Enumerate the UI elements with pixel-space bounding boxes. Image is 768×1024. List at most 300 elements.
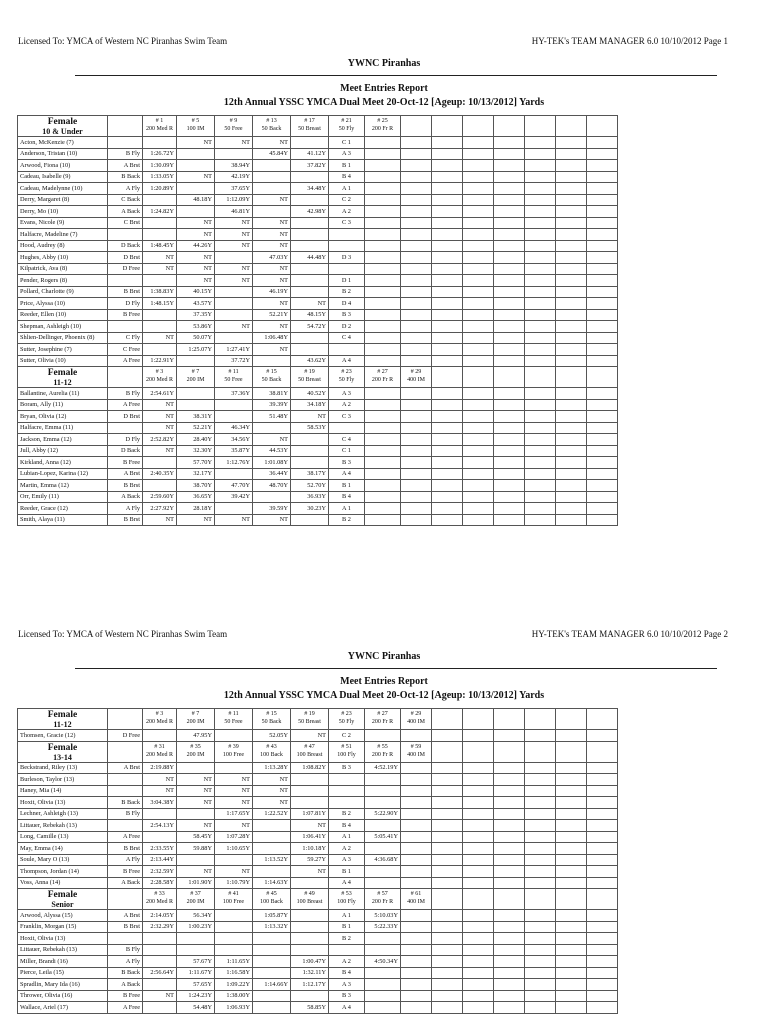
swimmer-name: Anderson, Tristan (10)	[18, 148, 108, 160]
entry-time: NT	[291, 298, 329, 310]
entry-time: 54.72Y	[291, 321, 329, 333]
event-header-cell	[143, 116, 177, 137]
entry-time	[143, 979, 177, 991]
swimmer-row	[18, 944, 618, 956]
medley-relay-leg: D Brst	[108, 411, 143, 423]
event-header-cell	[253, 116, 291, 137]
empty-cell	[587, 116, 618, 137]
meet-title: 12th Annual YSSC YMCA Dual Meet 20-Oct-12 [Ageup: 10/13/2012] Yards	[223, 97, 545, 108]
entry-time: A 1	[329, 183, 365, 195]
entry-time: 47.03Y	[253, 252, 291, 264]
empty-cell	[463, 956, 494, 968]
empty-cell	[463, 457, 494, 469]
entry-time: 47.95Y	[177, 730, 215, 742]
event-header-cell	[143, 889, 177, 910]
swimmer-name: Lechner, Ashleigh (13)	[18, 808, 108, 820]
entry-time: B 2	[329, 286, 365, 298]
entry-time: 1:22.91Y	[143, 355, 177, 367]
medley-relay-leg: C Fly	[108, 332, 143, 344]
swimmer-name: Pierce, Leila (15)	[18, 967, 108, 979]
medley-relay-leg: B Brst	[108, 480, 143, 492]
empty-cell	[463, 263, 494, 275]
empty-cell	[525, 889, 556, 910]
entry-time: A 2	[329, 399, 365, 411]
empty-cell	[587, 206, 618, 218]
empty-cell	[556, 944, 587, 956]
empty-cell	[587, 491, 618, 503]
entry-time	[365, 399, 401, 411]
swimmer-row	[18, 434, 618, 446]
empty-cell	[463, 252, 494, 264]
entry-time	[365, 206, 401, 218]
group-header-row	[18, 709, 618, 730]
empty-cell	[494, 1002, 525, 1014]
medley-relay-leg: D Free	[108, 263, 143, 275]
entry-time	[177, 808, 215, 820]
entry-time: NT	[177, 137, 215, 149]
empty-cell	[494, 388, 525, 400]
medley-relay-leg: B Free	[108, 990, 143, 1002]
empty-cell	[525, 445, 556, 457]
empty-cell	[587, 831, 618, 843]
event-header-cell	[143, 741, 177, 762]
entry-time	[177, 933, 215, 945]
swimmer-row	[18, 422, 618, 434]
empty-cell	[525, 480, 556, 492]
event-number: # 1	[155, 118, 164, 124]
event-number: # 27	[377, 711, 388, 717]
empty-cell	[556, 229, 587, 241]
empty-cell	[463, 137, 494, 149]
event-label: 100 IM	[186, 126, 205, 132]
entry-time: 34.56Y	[215, 434, 253, 446]
swimmer-row	[18, 491, 618, 503]
entry-time	[365, 298, 401, 310]
entry-time: 1:48.15Y	[143, 298, 177, 310]
entry-time	[253, 355, 291, 367]
entry-time	[253, 820, 291, 832]
entry-time	[365, 229, 401, 241]
event-header-cell	[177, 116, 215, 137]
medley-relay-leg: A Free	[108, 1002, 143, 1014]
empty-cell	[463, 491, 494, 503]
entry-time: NT	[253, 774, 291, 786]
entry-time	[177, 388, 215, 400]
swimmer-row	[18, 967, 618, 979]
entry-time: 44.26Y	[177, 240, 215, 252]
entry-time	[365, 785, 401, 797]
empty-cell	[587, 921, 618, 933]
entry-time	[365, 355, 401, 367]
empty-cell	[525, 979, 556, 991]
event-label: 100 Back	[260, 899, 283, 905]
entry-time: 1:10.65Y	[215, 843, 253, 855]
entry-time	[365, 933, 401, 945]
report-page-2	[0, 512, 768, 1024]
entry-time: 2:40.35Y	[143, 468, 177, 480]
entry-time: C 3	[329, 217, 365, 229]
empty-cell	[587, 762, 618, 774]
empty-cell	[525, 820, 556, 832]
empty-cell	[525, 730, 556, 742]
entry-time: B 1	[329, 160, 365, 172]
empty-cell	[556, 422, 587, 434]
medley-relay-leg: D Fly	[108, 298, 143, 310]
entry-time: A 4	[329, 1002, 365, 1014]
empty-cell	[432, 491, 463, 503]
entry-time	[215, 148, 253, 160]
empty-cell	[463, 866, 494, 878]
swimmer-name: Cadeau, Isabelle (9)	[18, 171, 108, 183]
empty-cell	[525, 741, 556, 762]
empty-cell	[432, 820, 463, 832]
swimmer-name: Thrower, Olivia (16)	[18, 990, 108, 1002]
entry-time: NT	[215, 240, 253, 252]
entry-time: 57.67Y	[177, 956, 215, 968]
entry-time: 1:26.72Y	[143, 148, 177, 160]
swimmer-row	[18, 480, 618, 492]
medley-relay-leg: B Free	[108, 866, 143, 878]
entry-time	[365, 967, 401, 979]
swimmer-name: Burleson, Taylor (13)	[18, 774, 108, 786]
empty-cell	[525, 910, 556, 922]
entry-time: 46.34Y	[215, 422, 253, 434]
group-header-row	[18, 889, 618, 910]
entry-time	[215, 762, 253, 774]
empty-cell	[401, 866, 432, 878]
entry-time	[365, 309, 401, 321]
entry-time: NT	[177, 785, 215, 797]
entry-time	[215, 944, 253, 956]
entry-time: 1:20.89Y	[143, 183, 177, 195]
empty-cell	[494, 967, 525, 979]
empty-cell	[556, 286, 587, 298]
medley-relay-leg: A Fly	[108, 183, 143, 195]
entry-time: NT	[143, 263, 177, 275]
entry-time: 1:32.11Y	[291, 967, 329, 979]
swimmer-row	[18, 229, 618, 241]
empty-cell	[587, 217, 618, 229]
empty-cell	[587, 286, 618, 298]
entry-time	[365, 1002, 401, 1014]
entry-time: 42.19Y	[215, 171, 253, 183]
event-label: 50 Breast	[298, 126, 321, 132]
entry-time: NT	[177, 217, 215, 229]
empty-cell	[556, 877, 587, 889]
entry-time: 4:52.19Y	[365, 762, 401, 774]
entry-time	[253, 160, 291, 172]
entry-time	[329, 944, 365, 956]
empty-cell	[463, 411, 494, 423]
empty-cell	[556, 411, 587, 423]
empty-cell	[494, 206, 525, 218]
medley-relay-leg: D Back	[108, 240, 143, 252]
empty-cell	[525, 355, 556, 367]
entry-time	[143, 730, 177, 742]
swimmer-row	[18, 785, 618, 797]
entry-time: 36.93Y	[291, 491, 329, 503]
entry-time	[215, 298, 253, 310]
empty-cell	[401, 843, 432, 855]
empty-cell	[587, 263, 618, 275]
entry-time	[253, 1002, 291, 1014]
entry-time: 2:14.05Y	[143, 910, 177, 922]
empty-cell	[432, 321, 463, 333]
event-label: 50 Free	[224, 126, 243, 132]
empty-cell	[463, 148, 494, 160]
empty-cell	[587, 422, 618, 434]
entry-time: NT	[143, 774, 177, 786]
empty-cell	[401, 956, 432, 968]
entry-time: 37.82Y	[291, 160, 329, 172]
entry-time	[253, 491, 291, 503]
empty-cell	[432, 854, 463, 866]
entry-time: NT	[143, 399, 177, 411]
entry-time	[143, 275, 177, 287]
empty-cell	[463, 240, 494, 252]
event-number: # 29	[410, 369, 422, 375]
empty-cell	[432, 332, 463, 344]
medley-relay-leg	[108, 275, 143, 287]
swimmer-row	[18, 332, 618, 344]
entry-time: B 2	[329, 933, 365, 945]
empty-cell	[525, 183, 556, 195]
swimmer-name: Soule, Mary O (13)	[18, 854, 108, 866]
entry-time: 46.81Y	[215, 206, 253, 218]
swimmer-name: Kilpatrick, Ava (8)	[18, 263, 108, 275]
entry-time	[253, 990, 291, 1002]
entries-table	[17, 708, 618, 1014]
event-header-cell	[401, 709, 432, 730]
empty-cell	[525, 194, 556, 206]
empty-cell	[587, 388, 618, 400]
swimmer-name: Thompson, Jordan (14)	[18, 866, 108, 878]
empty-cell	[494, 491, 525, 503]
empty-cell	[432, 344, 463, 356]
event-number: # 23	[341, 369, 352, 375]
empty-cell	[556, 468, 587, 480]
empty-cell	[401, 1002, 432, 1014]
empty-cell	[401, 206, 432, 218]
empty-cell	[587, 457, 618, 469]
entry-time: 40.52Y	[291, 388, 329, 400]
entry-time: 1:09.22Y	[215, 979, 253, 991]
medley-relay-leg: A Brst	[108, 160, 143, 172]
event-number: # 27	[377, 369, 388, 375]
empty-cell	[432, 116, 463, 137]
entry-time	[365, 194, 401, 206]
entry-time	[291, 434, 329, 446]
empty-cell	[432, 762, 463, 774]
entry-time: NT	[215, 785, 253, 797]
empty-cell	[556, 457, 587, 469]
empty-cell	[556, 831, 587, 843]
empty-cell	[494, 332, 525, 344]
empty-cell	[556, 116, 587, 137]
entry-time: 5:22.33Y	[365, 921, 401, 933]
empty-cell	[432, 797, 463, 809]
empty-cell	[494, 309, 525, 321]
event-header-cell	[401, 741, 432, 762]
empty-cell	[432, 785, 463, 797]
entry-time	[329, 240, 365, 252]
swimmer-row	[18, 171, 618, 183]
empty-cell	[494, 820, 525, 832]
entry-time: 58.85Y	[291, 1002, 329, 1014]
entry-time: 1:06.48Y	[253, 332, 291, 344]
entry-time	[365, 944, 401, 956]
entry-time: NT	[253, 298, 291, 310]
empty-cell	[494, 183, 525, 195]
entry-time	[365, 990, 401, 1002]
empty-cell	[463, 979, 494, 991]
medley-relay-leg: B Brst	[108, 843, 143, 855]
medley-relay-leg: D Free	[108, 730, 143, 742]
entry-time: 1:00.23Y	[177, 921, 215, 933]
event-header-cell	[253, 889, 291, 910]
event-header-cell	[215, 367, 253, 388]
header-rule	[75, 668, 717, 669]
medley-relay-leg: A Fly	[108, 854, 143, 866]
entry-time	[365, 843, 401, 855]
entry-time: NT	[215, 217, 253, 229]
entry-time	[143, 137, 177, 149]
empty-cell	[401, 355, 432, 367]
empty-cell	[494, 910, 525, 922]
event-header-cell	[365, 367, 401, 388]
empty-cell	[401, 388, 432, 400]
entry-time: NT	[215, 137, 253, 149]
empty-cell	[463, 434, 494, 446]
entry-time	[177, 160, 215, 172]
medley-relay-leg: B Fly	[108, 808, 143, 820]
entry-time: 2:54.13Y	[143, 820, 177, 832]
empty-cell	[587, 332, 618, 344]
group-label-cell	[18, 116, 108, 137]
entry-time: 38.94Y	[215, 160, 253, 172]
swimmer-name: Reeder, Grace (12)	[18, 503, 108, 515]
entry-time: NT	[177, 263, 215, 275]
entry-time: A 2	[329, 843, 365, 855]
swimmer-name: Littauer, Rebekah (13)	[18, 820, 108, 832]
entry-time: B 4	[329, 967, 365, 979]
entry-time	[143, 956, 177, 968]
entry-time: NT	[177, 820, 215, 832]
empty-cell	[525, 286, 556, 298]
event-label: 100 Fly	[337, 899, 356, 905]
meet-title: 12th Annual YSSC YMCA Dual Meet 20-Oct-12 [Ageup: 10/13/2012] Yards	[223, 690, 545, 701]
empty-cell	[432, 217, 463, 229]
empty-cell	[432, 355, 463, 367]
event-label: 200 IM	[186, 719, 205, 725]
entry-time: 2:33.55Y	[143, 843, 177, 855]
entry-time: 38.17Y	[291, 468, 329, 480]
swimmer-name: Cadeau, Madelynne (10)	[18, 183, 108, 195]
medley-relay-leg: A Free	[108, 399, 143, 411]
empty-cell	[463, 298, 494, 310]
group-age: 11-12	[53, 720, 72, 729]
empty-cell	[432, 709, 463, 730]
event-header-cell	[253, 367, 291, 388]
entry-time: NT	[215, 263, 253, 275]
event-label: 50 Back	[261, 719, 282, 725]
empty-cell	[587, 877, 618, 889]
empty-cell	[494, 298, 525, 310]
entry-time	[365, 457, 401, 469]
swimmer-row	[18, 445, 618, 457]
entry-time: 1:08.82Y	[291, 762, 329, 774]
entry-time: 2:56.64Y	[143, 967, 177, 979]
empty-cell	[432, 956, 463, 968]
empty-cell	[587, 866, 618, 878]
entry-time: NT	[253, 797, 291, 809]
entry-time: 45.84Y	[253, 148, 291, 160]
event-label: 200 IM	[186, 751, 205, 758]
empty-cell	[432, 275, 463, 287]
event-label: 200 Med R	[146, 751, 173, 758]
entry-time	[143, 457, 177, 469]
entry-time	[291, 990, 329, 1002]
entry-time: 1:30.09Y	[143, 160, 177, 172]
empty-cell	[494, 889, 525, 910]
entry-time: 1:01.08Y	[253, 457, 291, 469]
empty-cell	[401, 194, 432, 206]
event-label: 50 Free	[224, 377, 243, 383]
empty-cell	[432, 457, 463, 469]
entry-time: B 4	[329, 491, 365, 503]
event-label: 50 Fly	[338, 719, 355, 725]
event-header-cell	[215, 116, 253, 137]
entry-time	[215, 730, 253, 742]
entries-table	[17, 115, 618, 526]
swimmer-row	[18, 843, 618, 855]
swimmer-name: Evans, Nicole (9)	[18, 217, 108, 229]
entry-time: C 2	[329, 730, 365, 742]
empty-cell	[463, 286, 494, 298]
entry-time: 1:14.66Y	[253, 979, 291, 991]
event-number: # 25	[377, 118, 388, 124]
empty-cell	[556, 160, 587, 172]
empty-cell	[401, 990, 432, 1002]
entry-time: 1:00.47Y	[291, 956, 329, 968]
swimmer-row	[18, 956, 618, 968]
entry-time: 48.18Y	[177, 194, 215, 206]
event-header-cell	[401, 889, 432, 910]
empty-cell	[432, 298, 463, 310]
entry-time: 43.62Y	[291, 355, 329, 367]
empty-cell	[494, 774, 525, 786]
empty-cell	[587, 194, 618, 206]
entry-time	[365, 866, 401, 878]
entry-time: 50.07Y	[177, 332, 215, 344]
entry-time: B 1	[329, 866, 365, 878]
empty-cell	[587, 399, 618, 411]
event-header-cell	[365, 889, 401, 910]
empty-cell	[494, 116, 525, 137]
empty-cell	[463, 910, 494, 922]
empty-cell	[401, 808, 432, 820]
medley-relay-leg: A Back	[108, 979, 143, 991]
empty-cell	[587, 183, 618, 195]
empty-cell	[587, 933, 618, 945]
empty-cell	[401, 877, 432, 889]
swimmer-name: Jull, Abby (12)	[18, 445, 108, 457]
entry-time	[365, 774, 401, 786]
empty-cell	[463, 990, 494, 1002]
event-number: # 47	[304, 743, 315, 750]
medley-relay-leg: A Back	[108, 491, 143, 503]
empty-cell	[587, 275, 618, 287]
